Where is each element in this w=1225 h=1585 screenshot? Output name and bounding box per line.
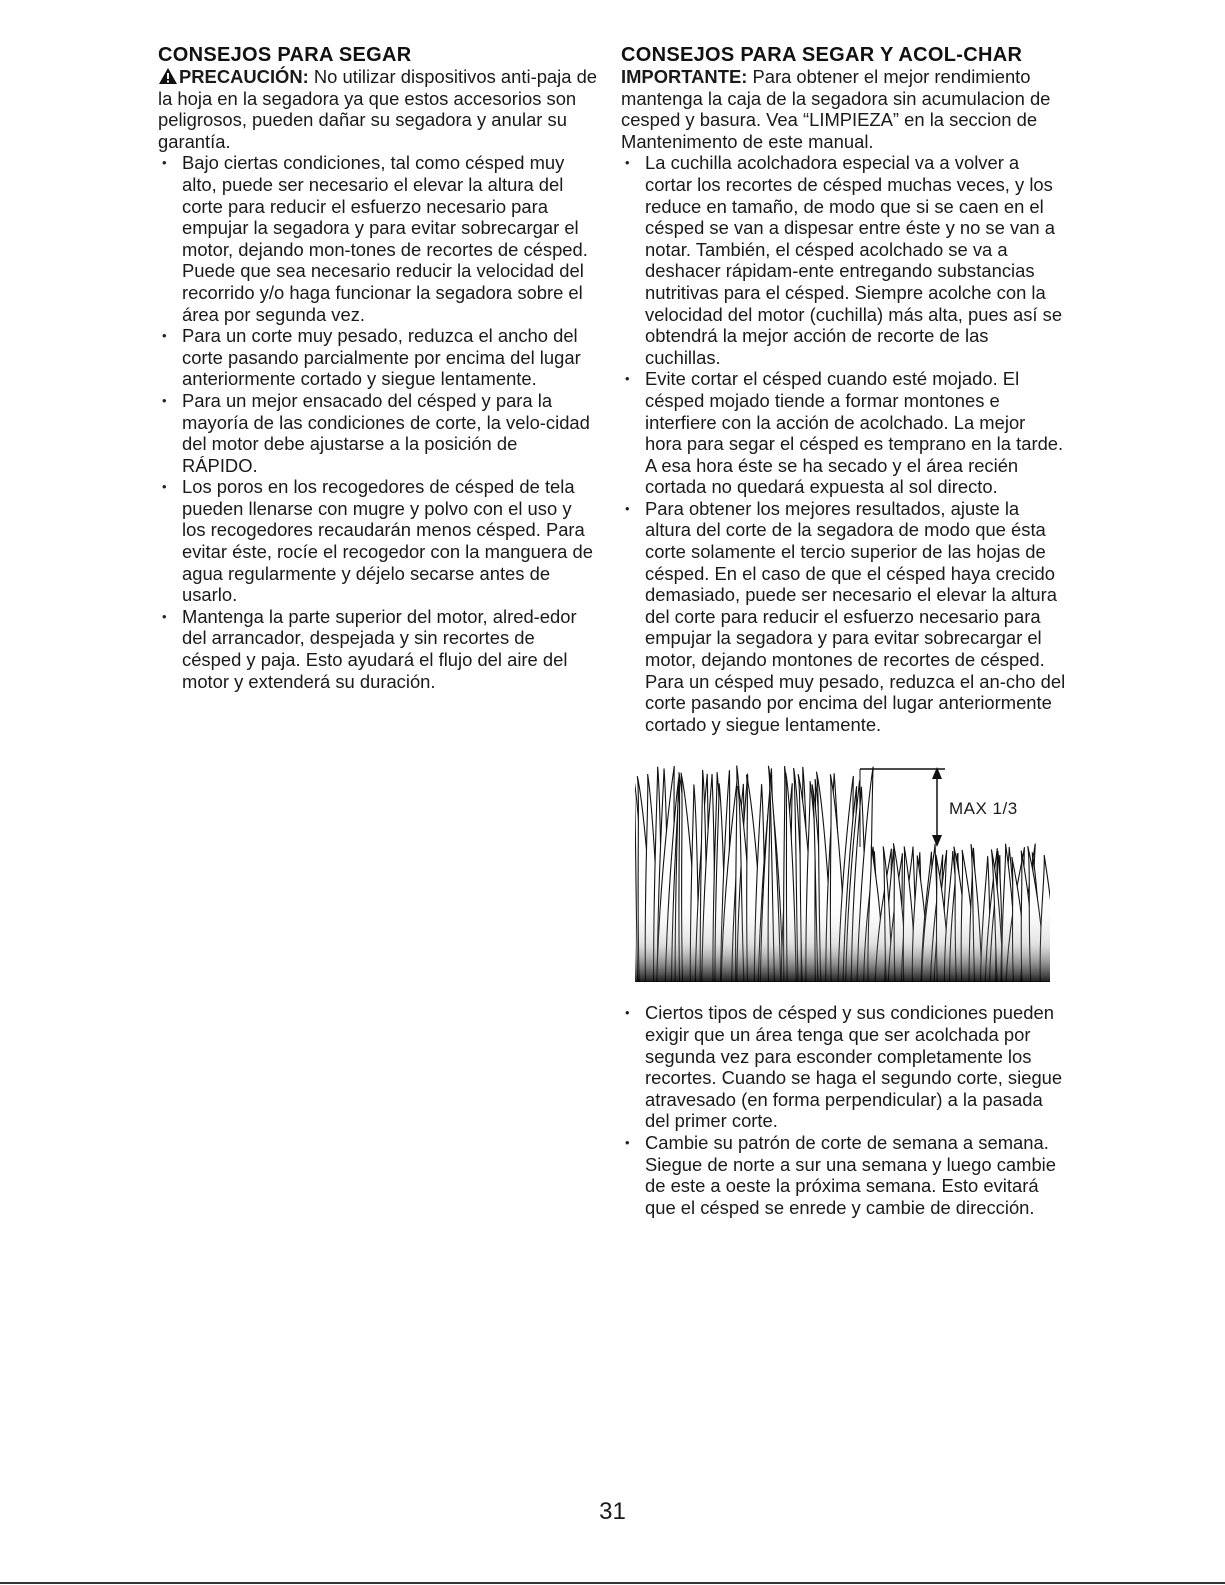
list-item: • Bajo ciertas condiciones, tal como césped muy alto, puede ser necesario el elevar la altura del corte para reducir el esfuerzo necesario para empujar la segadora y para evitar sobrecargar el motor, dejando mon-tones de recortes de césped. Puede que sea necesario reducir la velocidad del recorrido y/o haga funcionar la segadora sobre el área por segunda vez. — [158, 152, 598, 325]
list-item: • Para un corte muy pesado, reduzca el ancho del corte pasando parcialmente por encima del lugar anteriormente cortado y siegue lentamente. — [158, 325, 598, 390]
arrow-down-icon — [932, 835, 942, 847]
left-bullet-list — [158, 152, 598, 692]
grass-cut-height-illustration — [635, 757, 1050, 982]
page-number: 31 — [599, 1498, 626, 1525]
caution-label: PRECAUCIÓN: — [179, 66, 309, 87]
list-item: • Para un mejor ensacado del césped y para la mayoría de las condiciones de corte, la velo-cidad del motor debe ajustarse a la posición de RÁPIDO. — [158, 390, 598, 476]
list-item: • Para obtener los mejores resultados, ajuste la altura del corte de la segadora de modo que ésta corte solamente el tercio superior de las hojas de césped. En el caso de que el césped haya crecido demasiado, puede ser necesario el elevar la altura del corte para reducir el esfuerzo necesario para empujar la segadora y para evitar sobrecargar el motor, dejando montones de recortes de césped. Para un césped muy pesado, reduzca el an-cho del corte pasando por encima del lugar anteriormente cortado y siegue lentamente. — [621, 498, 1066, 736]
right-bullet-list-after-figure — [621, 1002, 1066, 1218]
important-text: Para obtener el mejor rendimiento mantenga la caja de la segadora sin acumulacion de cesped y basura. Vea “LIMPIEZA” en la seccion de Mantenimento de este manual. — [621, 66, 1051, 152]
important-label: IMPORTANTE: — [621, 66, 748, 87]
list-item: • Ciertos tipos de césped y sus condiciones pueden exigir que un área tenga que ser acolchada por segunda vez para esconder completamente los recortes. Cuando se haga el segundo corte, siegue atravesado (en forma perpendicular) a la pasada del primer corte. — [621, 1002, 1066, 1132]
right-bullet-list — [621, 152, 1066, 735]
section-heading-consejos-para-segar: CONSEJOS PARA SEGAR — [158, 44, 412, 66]
list-item: • Los poros en los recogedores de césped de tela pueden llenarse con mugre y polvo con el uso y los recogedores recaudarán menos césped. Para evitar éste, rocíe el recogedor con la manguera de agua regularmente y déjelo secarse antes de usarlo. — [158, 476, 598, 606]
caution-paragraph — [158, 66, 598, 152]
warning-triangle-icon — [158, 67, 178, 85]
left-column — [158, 44, 598, 692]
right-column — [621, 44, 1066, 1218]
grass-illustration-svg — [635, 757, 1050, 982]
list-item: • Cambie su patrón de corte de semana a semana. Siegue de norte a sur una semana y luego cambie de este a oeste la próxima semana. Esto evitará que el césped se enrede y cambie de dirección. — [621, 1132, 1066, 1218]
max-cut-label: MAX 1/3 — [949, 799, 1018, 819]
important-paragraph — [621, 66, 1066, 152]
grass-base-shading — [635, 897, 1050, 982]
list-item: • Mantenga la parte superior del motor, alred-edor del arrancador, despejada y sin recortes de césped y paja. Esto ayudará el flujo del aire del motor y extenderá su duración. — [158, 606, 598, 692]
list-item: • Evite cortar el césped cuando esté mojado. El césped mojado tiende a formar montones e interfiere con la acción de acolchado. La mejor hora para segar el césped es temprano en la tarde. A esa hora éste se ha secado y el área recién cortada no quedará expuesta al sol directo. — [621, 368, 1066, 498]
page-bottom-rule — [0, 1582, 1225, 1584]
section-heading-consejos-para-segar-y-acolchar: CONSEJOS PARA SEGAR Y ACOL-CHAR — [621, 44, 1023, 66]
list-item: • La cuchilla acolchadora especial va a volver a cortar los recortes de césped muchas veces, y los reduce en tamaño, de modo que si se caen en el césped se van a dispesar entre éste y no se van a notar. También, el césped acolchado se va a deshacer rápidam-ente entregando substancias nutritivas para el césped. Siempre acolche con la velocidad del motor (cuchilla) más alta, pues así se obtendrá la mejor acción de recorte de las cuchillas. — [621, 152, 1066, 368]
caution-text: No utilizar dispositivos anti-paja de la hoja en la segadora ya que estos accesorios son peligrosos, pueden dañar su segadora y anular su garantía. — [158, 66, 598, 152]
